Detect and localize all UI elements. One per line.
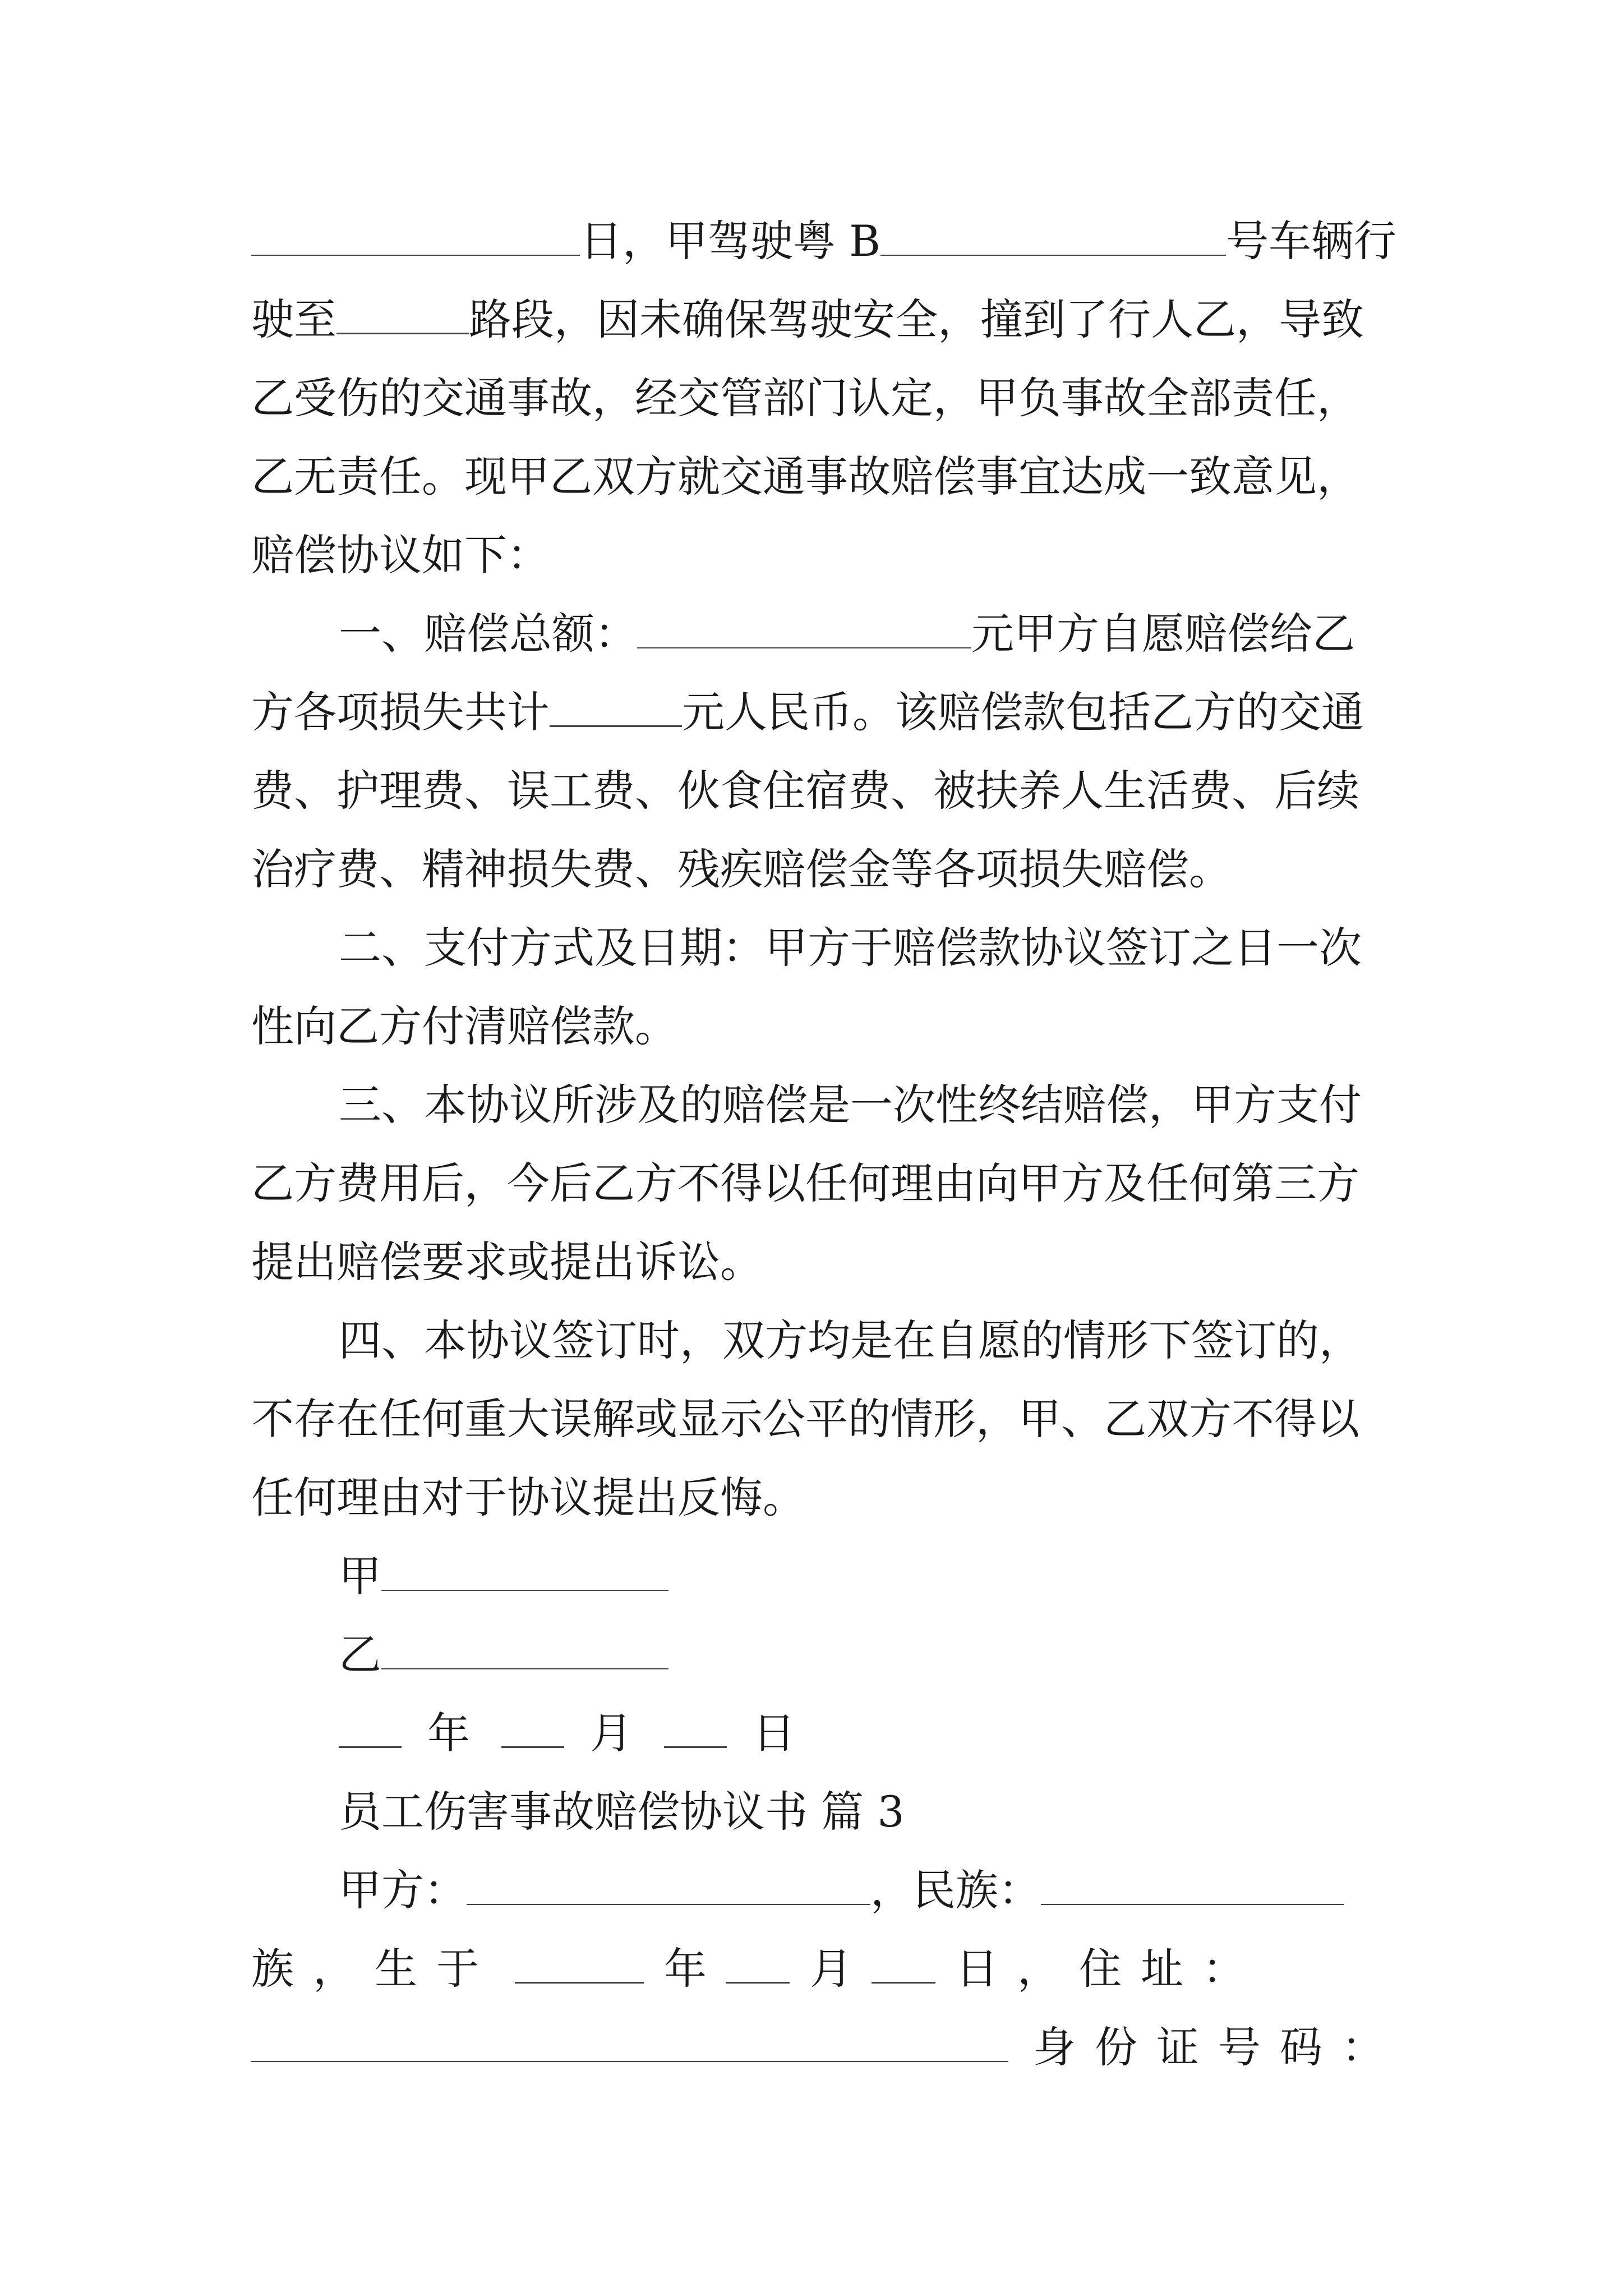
party-a-info-label: 甲方： <box>339 1865 467 1915</box>
clause1-text-1a: 一、赔偿总额： <box>339 609 637 659</box>
intro-text-2a: 驶至 <box>251 295 336 344</box>
intro-text-1a: 日，甲驾驶粤 B <box>580 216 881 266</box>
address-label: 住址： <box>1079 1944 1264 1994</box>
intro-line-3: 乙受伤的交通事故，经交管部门认定，甲负事故全部责任， <box>251 373 1359 423</box>
party-b-signature-blank <box>381 1629 668 1669</box>
sign-year-blank <box>339 1707 402 1748</box>
birth-year-blank <box>515 1943 644 1984</box>
intro-line-5: 赔偿协议如下： <box>251 530 550 580</box>
birth-day-label: 日 <box>956 1944 1017 1994</box>
clause1-text-2a: 方各项损失共计 <box>251 687 550 737</box>
party-b-signature-line <box>0 1623 1623 1686</box>
sign-day-label: 日 <box>753 1708 795 1758</box>
clause1-line-2 <box>0 681 1623 744</box>
clause4-line-3: 任何理由对于协议提出反悔。 <box>251 1473 805 1522</box>
clause3-line-2: 乙方费用后，今后乙方不得以任何理由向甲方及任何第三方 <box>251 1158 1359 1208</box>
address-blank <box>251 2022 1008 2062</box>
clause1-line-4: 治疗费、精神损失费、残疾赔偿金等各项损失赔偿。 <box>251 844 1232 894</box>
clause1-line-1 <box>0 602 1623 665</box>
sign-month-blank <box>501 1707 564 1748</box>
birth-month-label: 月 <box>810 1944 872 1994</box>
intro-line-2 <box>0 288 1623 351</box>
ethnic-label: ，民族： <box>870 1865 1041 1915</box>
intro-text-2b: 路段，因未确保驾驶安全，撞到了行人乙，导致 <box>469 295 1364 344</box>
intro-line-4: 乙无责任。现甲乙双方就交通事故赔偿事宜达成一致意见， <box>251 452 1359 501</box>
party-a-name-blank <box>467 1865 870 1905</box>
clause1-text-2b: 元人民币。该赔偿款包括乙方的交通 <box>682 687 1364 737</box>
clause3-line-1: 三、本协议所涉及的赔偿是一次性终结赔偿，甲方支付 <box>339 1080 1362 1130</box>
party-a-signature-line <box>0 1545 1623 1608</box>
clause3-line-3: 提出赔偿要求或提出诉讼。 <box>251 1237 763 1287</box>
road-blank <box>336 293 469 334</box>
birth-month-blank <box>726 1943 790 1984</box>
birth-year-label: 年 <box>664 1944 726 1994</box>
comma-2: ， <box>1017 1944 1079 1994</box>
sign-year-label: 年 <box>427 1708 470 1758</box>
date-blank <box>251 215 580 256</box>
id-number-label: 身份证号码： <box>1033 2022 1403 2072</box>
party-a-label: 甲 <box>339 1551 381 1601</box>
party-a-info-line-2 <box>0 1938 1623 2000</box>
clause1-text-1b: 元甲方自愿赔偿给乙 <box>971 609 1355 659</box>
ethnic-suffix: 族 <box>251 1944 313 1994</box>
clause4-line-2: 不存在任何重大误解或显示公平的情形，甲、乙双方不得以 <box>251 1394 1359 1444</box>
signature-date-line <box>0 1702 1623 1765</box>
party-a-info-line-1 <box>0 1859 1623 1922</box>
party-a-info-line-3 <box>0 2016 1623 2079</box>
party-b-label: 乙 <box>339 1630 381 1680</box>
comma-1: ， <box>313 1944 375 1994</box>
clause1-line-3: 费、护理费、误工费、伙食住宿费、被扶养人生活费、后续 <box>251 766 1359 816</box>
sign-month-label: 月 <box>590 1708 633 1758</box>
total-amount-blank <box>637 608 971 648</box>
plate-number-blank <box>880 215 1226 256</box>
section-title: 员工伤害事故赔偿协议书 篇 3 <box>339 1787 905 1837</box>
intro-line-1 <box>0 210 1623 273</box>
born-label: 生于 <box>375 1944 498 1994</box>
intro-text-1b: 号车辆行 <box>1226 216 1397 266</box>
ethnic-blank <box>1041 1865 1344 1905</box>
clause2-line-1: 二、支付方式及日期：甲方于赔偿款协议签订之日一次 <box>339 923 1362 973</box>
birth-day-blank <box>872 1943 935 1984</box>
sign-day-blank <box>664 1707 727 1748</box>
party-a-signature-blank <box>381 1550 668 1591</box>
clause4-line-1: 四、本协议签订时，双方均是在自愿的情形下签订的， <box>339 1315 1362 1365</box>
clause2-line-2: 性向乙方付清赔偿款。 <box>251 1001 677 1051</box>
loss-amount-blank <box>550 686 682 727</box>
